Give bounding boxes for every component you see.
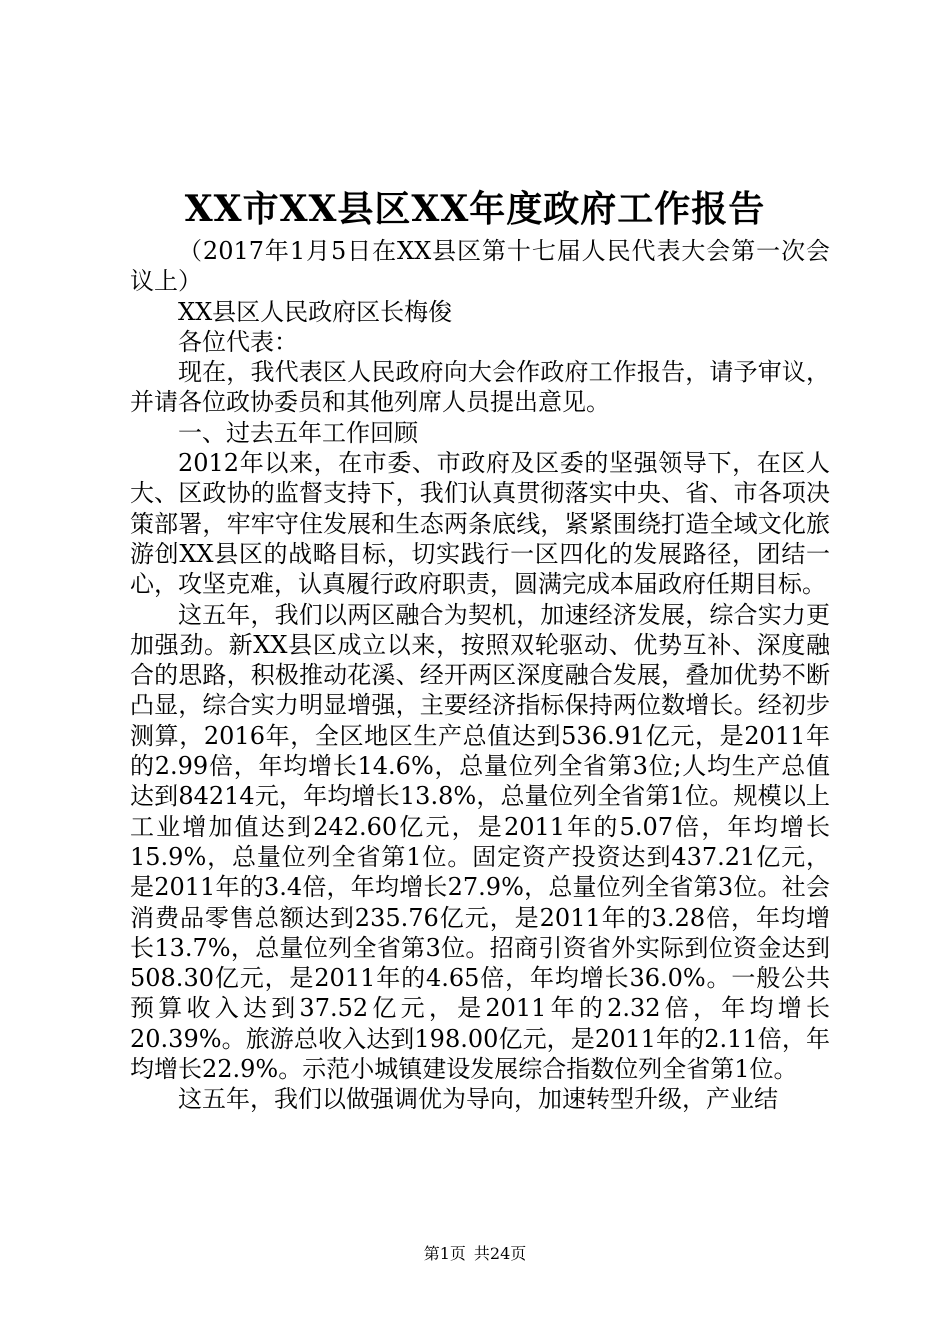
- section-heading: 一、过去五年工作回顾: [178, 418, 418, 447]
- page-total: 共24页: [473, 1244, 527, 1263]
- body-paragraph: 这五年，我们以两区融合为契机，加速经济发展，综合实力更加强劲。新XX县区成立以来，按照双轮驱动、优势互补、深度融合的思路，积极推动花溪、经开两区深度融合发展，叠加优势不断凸显，综合实力明显增强，主要经济指标保持两位数增长。经初步测算，2016年，全区地区生产总值达到536.91亿元，是2011年的2.99倍，年均增长14.6%，总量位列全省第3位;人均生产总值达到84214元，年均增长13.8%，总量位列全省第1位。规模以上工业增加值达到242.60亿元，是2011年的5.07倍，年均增长15.9%，总量位列全省第1位。固定资产投资达到437.21亿元，是2011年的3.4倍，年均增长27.9%，总量位列全省第3位。社会消费品零售总额达到235.76亿元，是2011年的3.28倍，年均增长13.7%，总量位列全省第3位。招商引资省外实际到位资金达到508.30亿元，是2011年的4.65倍，年均增长36.0%。一般公共预算收入达到37.52亿元，是2011年的2.32倍，年均增长20.39%。旅游总收入达到198.00亿元，是2011年的2.11倍，年均增长22.9%。示范小城镇建设发展综合指数位列全省第1位。: [130, 600, 830, 1084]
- author-line: XX县区人民政府区长梅俊: [178, 297, 453, 326]
- meeting-subtitle: （2017年1月5日在XX县区第十七届人民代表大会第一次会议上）: [130, 237, 830, 296]
- intro-paragraph: 现在，我代表区人民政府向大会作政府工作报告，请予审议，并请各位政协委员和其他列席人员提出意见。: [130, 358, 830, 417]
- page-footer: [0, 1243, 950, 1265]
- salutation: 各位代表：: [178, 327, 298, 356]
- document-body: [130, 236, 830, 1115]
- body-paragraph: 这五年，我们以做强调优为导向，加速转型升级，产业结: [178, 1085, 778, 1114]
- document-title: XX市XX县区XX年度政府工作报告: [184, 188, 766, 230]
- page-number: 第1页: [423, 1244, 466, 1263]
- body-paragraph: 2012年以来，在市委、市政府及区委的坚强领导下，在区人大、区政协的监督支持下，我们认真贯彻落实中央、省、市各项决策部署，牢牢守住发展和生态两条底线，紧紧围绕打造全域文化旅游创XX县区的战略目标，切实践行一区四化的发展路径，团结一心，攻坚克难，认真履行政府职责，圆满完成本届政府任期目标。: [130, 449, 830, 599]
